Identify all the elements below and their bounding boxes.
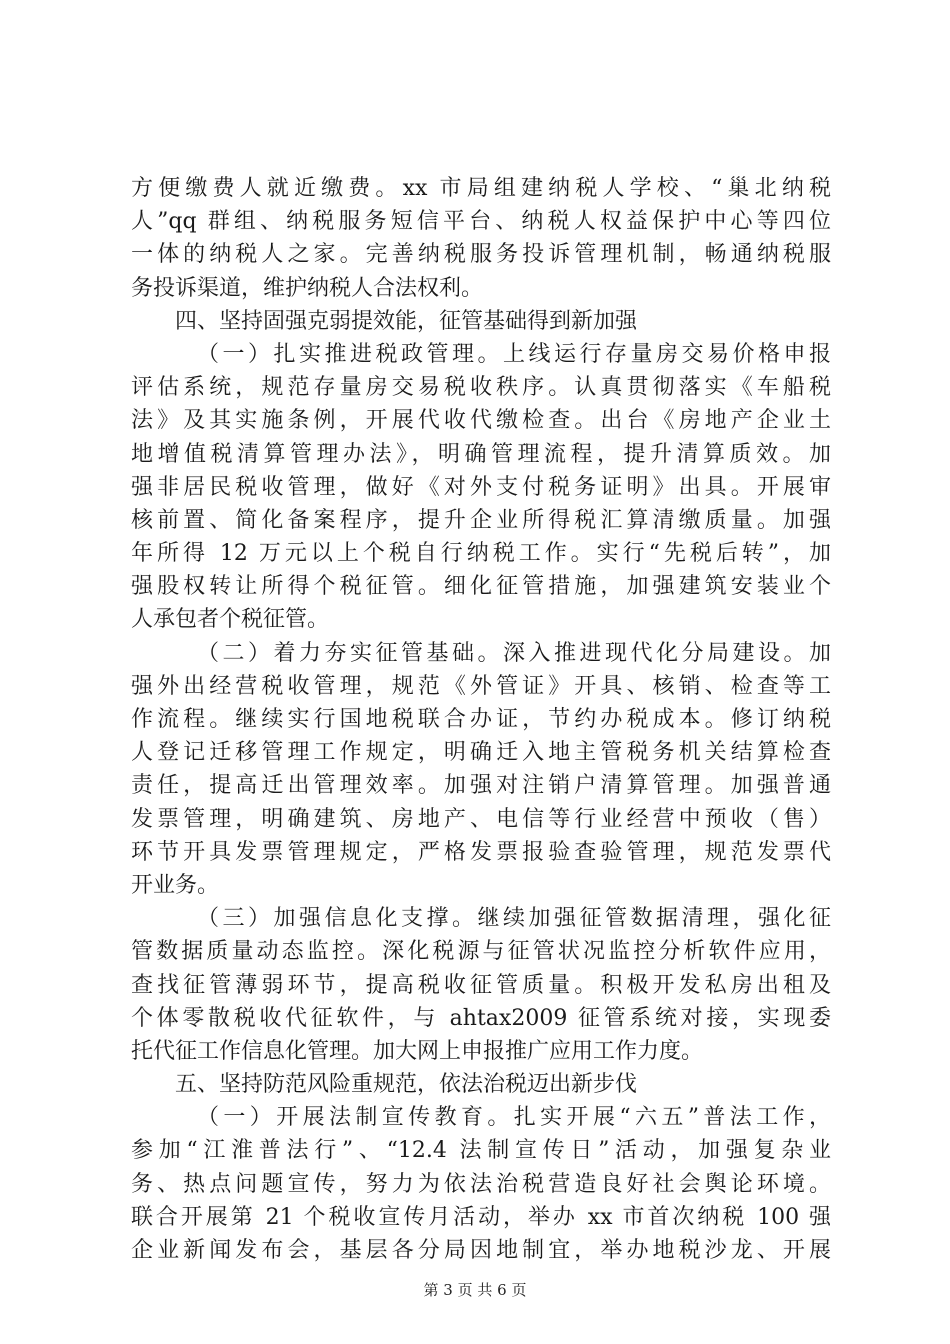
text-line: 管数据质量动态监控。深化税源与征管状况监控分析软件应用，: [131, 939, 831, 965]
text-line: 企业新闻发布会，基层各分局因地制宜，举办地税沙龙、开展: [131, 1238, 831, 1263]
text-line: 人承包者个税征管。: [131, 607, 330, 633]
text-line: 人登记迁移管理工作规定，明确迁入地主管税务机关结算检查: [131, 740, 831, 766]
text-line: 强非居民税收管理，做好《对外支付税务证明》出具。开展审: [131, 474, 831, 500]
text-line: 托代征工作信息化管理。加大网上申报推广应用工作力度。: [131, 1038, 704, 1064]
page-number-footer: 第 3 页 共 6 页: [423, 1281, 527, 1299]
text-line: 个体零散税收代征软件，与 ahtax2009 征管系统对接，实现委: [131, 1005, 831, 1031]
text-line: 年所得 12 万元以上个税自行纳税工作。实行“先税后转”，加: [131, 541, 831, 567]
text-line: 务投诉渠道，维护纳税人合法权利。: [131, 275, 484, 301]
text-line: （一）扎实推进税政管理。上线运行存量房交易价格申报: [197, 341, 831, 367]
text-line: 参加“江淮普法行”、“12.4 法制宣传日”活动，加强复杂业: [131, 1138, 831, 1164]
text-line: 环节开具发票管理规定，严格发票报验查验管理，规范发票代: [131, 839, 831, 865]
text-line: 核前置、简化备案程序，提升企业所得税汇算清缴质量。加强: [131, 507, 831, 533]
text-line: 查找征管薄弱环节，提高税收征管质量。积极开发私房出租及: [131, 972, 831, 998]
text-line: 作流程。继续实行国地税联合办证，节约办税成本。修订纳税: [131, 707, 831, 732]
text-line: 法》及其实施条例，开展代收代缴检查。出台《房地产企业土: [131, 408, 831, 434]
text-line: （三）加强信息化支撑。继续加强征管数据清理，强化征: [197, 906, 831, 932]
document-body: [131, 172, 831, 1267]
text-line: （二）着力夯实征管基础。深入推进现代化分局建设。加: [197, 640, 831, 666]
text-line: （一）开展法制宣传教育。扎实开展“六五”普法工作，: [197, 1105, 831, 1131]
text-line: 联合开展第 21 个税收宣传月活动，举办 xx 市首次纳税 100 强: [131, 1204, 831, 1230]
text-line: 评估系统，规范存量房交易税收秩序。认真贯彻落实《车船税: [131, 375, 831, 401]
text-line: 地增值税清算管理办法》，明确管理流程，提升清算质效。加: [131, 441, 831, 467]
text-line: 责任，提高迁出管理效率。加强对注销户清算管理。加强普通: [131, 773, 831, 799]
text-line: 务、热点问题宣传，努力为依法治税营造良好社会舆论环境。: [131, 1171, 831, 1197]
text-line: 强股权转让所得个税征管。细化征管措施，加强建筑安装业个: [131, 574, 831, 600]
text-line: 方便缴费人就近缴费。xx 市局组建纳税人学校、“巢北纳税: [131, 176, 831, 201]
section-heading: 四、坚持固强克弱提效能，征管基础得到新加强: [175, 308, 638, 334]
text-line: 发票管理，明确建筑、房地产、电信等行业经营中预收（售）: [131, 806, 831, 832]
text-line: 强外出经营税收管理，规范《外管证》开具、核销、检查等工: [131, 673, 831, 699]
text-line: 开业务。: [131, 872, 220, 898]
text-line: 人”qq 群组、纳税服务短信平台、纳税人权益保护中心等四位: [131, 209, 831, 235]
text-line: 一体的纳税人之家。完善纳税服务投诉管理机制，畅通纳税服: [131, 242, 831, 268]
section-heading: 五、坚持防范风险重规范，依法治税迈出新步伐: [175, 1072, 638, 1098]
